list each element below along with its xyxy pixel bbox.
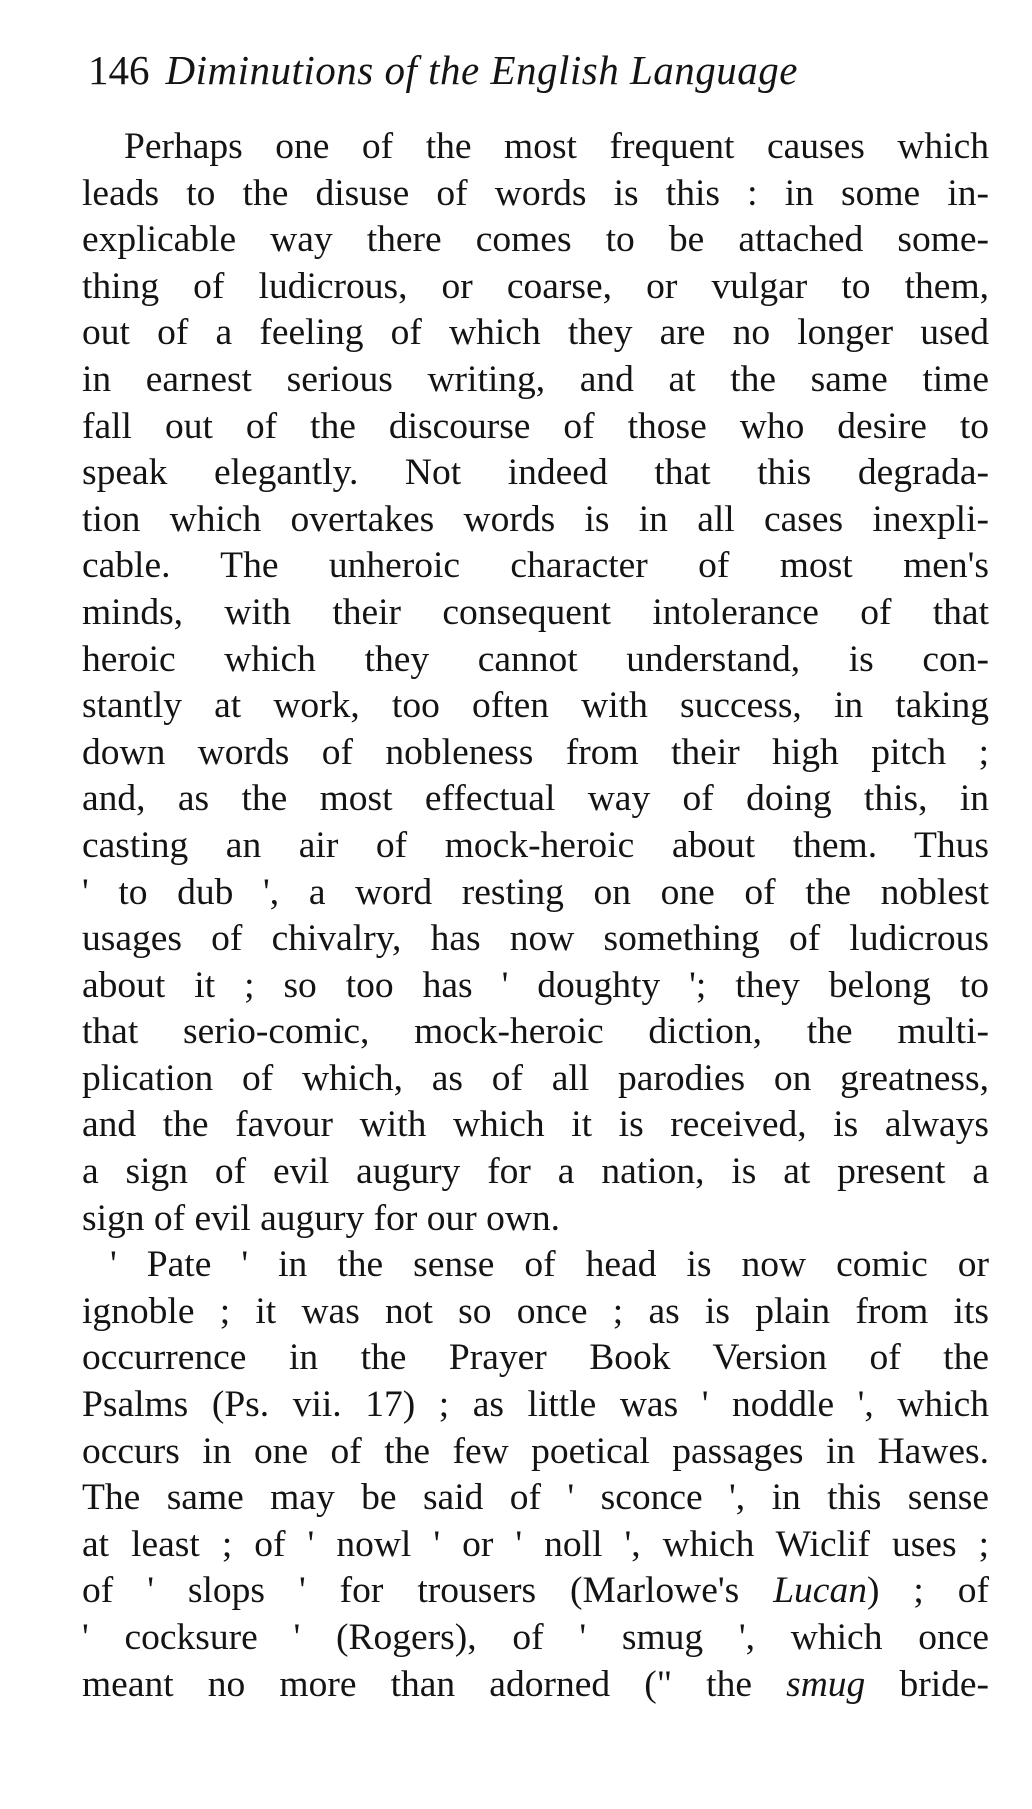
text-line: Psalms (Ps. vii. 17) ; as little was ' noddle ', which <box>82 1384 989 1426</box>
italic-word: smug <box>786 1663 866 1705</box>
text-line: out of a feeling of which they are no longer used <box>82 312 989 354</box>
running-head <box>88 40 968 100</box>
text-line: ' to dub ', a word resting on one of the noblest <box>82 871 989 913</box>
text-line: at least ; of ' nowl ' or ' noll ', which Wiclif uses ; <box>82 1523 989 1565</box>
text-line: casting an air of mock-heroic about them. Thus <box>82 824 989 866</box>
text-line <box>82 1568 989 1615</box>
italic-title: Lucan <box>773 1570 867 1612</box>
text-line: occurs in one of the few poetical passages in Hawes. <box>82 1430 989 1472</box>
text-line: sign of evil augury for our own. <box>82 1197 561 1239</box>
text-line: heroic which they cannot understand, is con- <box>82 638 989 680</box>
text-line: leads to the disuse of words is this : in some in- <box>82 172 989 214</box>
text-line: stantly at work, too often with success, in taking <box>82 685 989 727</box>
text-run: of ' slops ' for trousers (Marlowe's <box>82 1570 774 1612</box>
text-line: ' Pate ' in the sense of head is now comic or <box>110 1244 989 1286</box>
text-line: usages of chivalry, has now something of ludicrous <box>82 918 989 960</box>
text-line: explicable way there comes to be attached some- <box>82 219 989 261</box>
text-line: minds, with their consequent intolerance of that <box>82 591 989 633</box>
text-line: The same may be said of ' sconce ', in this sense <box>82 1477 989 1519</box>
text-line: occurrence in the Prayer Book Version of the <box>82 1337 989 1379</box>
text-line: and, as the most effectual way of doing this, in <box>82 778 989 820</box>
text-line: ' cocksure ' (Rogers), of ' smug ', which once <box>82 1617 989 1658</box>
text-line: Perhaps one of the most frequent causes which <box>124 126 989 167</box>
text-line: and the favour with which it is received, is always <box>82 1104 989 1146</box>
text-run: bride- <box>865 1663 989 1705</box>
text-line: in earnest serious writing, and at the same time <box>82 358 989 400</box>
text-line: down words of nobleness from their high pitch ; <box>82 731 989 773</box>
text-line: speak elegantly. Not indeed that this degrada- <box>82 452 989 494</box>
page-number: 146 <box>88 47 150 93</box>
text-line: thing of ludicrous, or coarse, or vulgar to them, <box>82 265 989 307</box>
text-line: ignoble ; it was not so once ; as is plain from its <box>82 1290 989 1332</box>
text-line: about it ; so too has ' doughty '; they belong to <box>82 964 989 1006</box>
text-line <box>82 1662 989 1709</box>
text-line: a sign of evil augury for a nation, is at present a <box>82 1151 989 1193</box>
text-run: ) ; of <box>866 1570 989 1612</box>
body-text <box>82 124 989 1708</box>
text-line: cable. The unheroic character of most men's <box>82 545 989 587</box>
text-line: fall out of the discourse of those who desire to <box>82 405 989 447</box>
text-run: meant no more than adorned (" the <box>82 1663 787 1705</box>
text-line: plication of which, as of all parodies on greatness, <box>82 1057 989 1099</box>
text-line: tion which overtakes words is in all cases inexpli- <box>82 498 989 540</box>
text-line: that serio-comic, mock-heroic diction, the multi- <box>82 1011 989 1053</box>
running-head-title: Diminutions of the English Language <box>165 47 798 93</box>
